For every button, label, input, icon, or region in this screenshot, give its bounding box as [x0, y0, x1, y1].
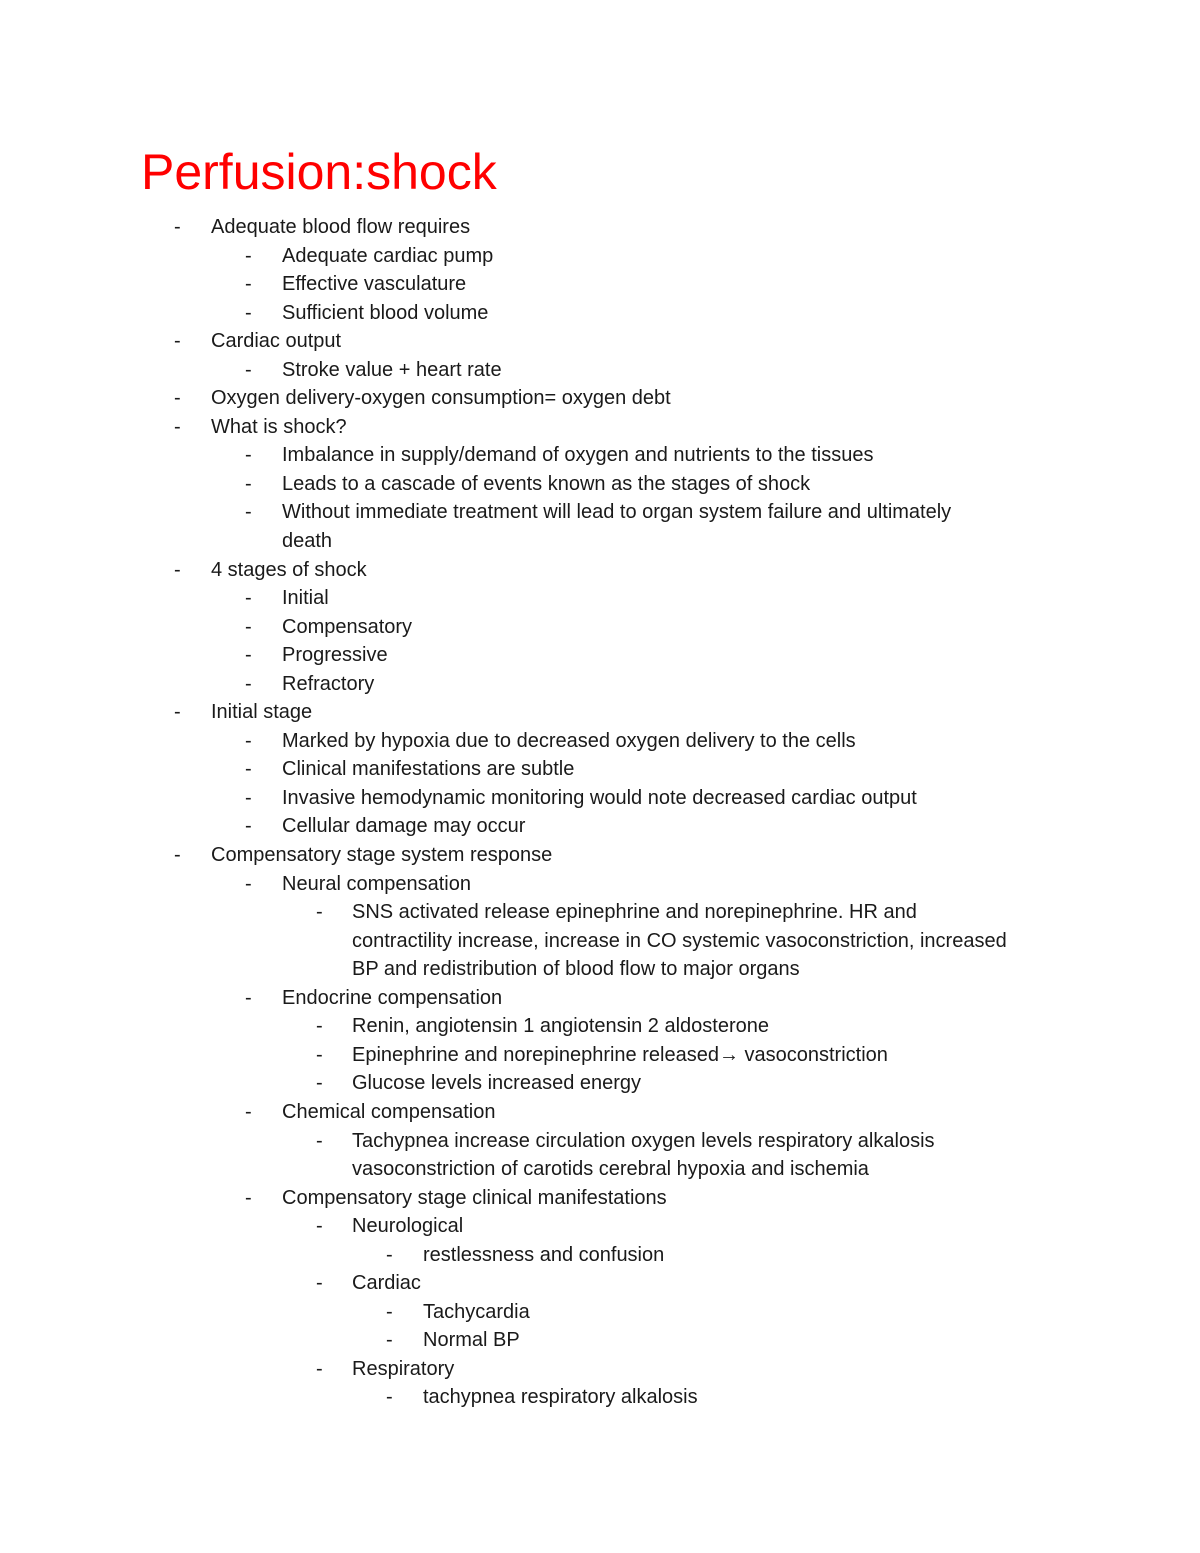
list-item [0, 584, 1200, 613]
list-item [0, 984, 1200, 1013]
bullet-dash: - [316, 901, 323, 924]
list-item-text: Oxygen delivery-oxygen consumption= oxygen debt [211, 387, 671, 410]
list-item-text: Initial stage [211, 701, 313, 724]
bullet-dash: - [245, 672, 252, 695]
list-item-continuation [0, 955, 1200, 984]
list-item [0, 870, 1200, 899]
bullet-dash: - [245, 301, 252, 324]
bullet-dash: - [245, 444, 252, 467]
list-item-text: Initial [282, 587, 329, 610]
list-item [0, 498, 1200, 527]
list-item-text: Cellular damage may occur [282, 815, 526, 838]
bullet-dash: - [386, 1243, 393, 1266]
bullet-dash: - [245, 244, 252, 267]
list-item [0, 641, 1200, 670]
bullet-dash: - [245, 786, 252, 809]
list-item-text: Without immediate treatment will lead to organ system failure and ultimately [282, 501, 952, 524]
bullet-dash: - [316, 1072, 323, 1095]
list-item [0, 327, 1200, 356]
list-item-text: Progressive [282, 644, 388, 667]
list-item-text: Compensatory stage clinical manifestations [282, 1186, 667, 1209]
list-item-text: Glucose levels increased energy [352, 1072, 642, 1095]
list-item-text: Cardiac output [211, 330, 342, 353]
bullet-dash: - [245, 501, 252, 524]
list-item-text: Imbalance in supply/demand of oxygen and nutrients to the tissues [282, 444, 874, 467]
list-item-text: What is shock? [211, 415, 347, 438]
list-item [0, 1326, 1200, 1355]
list-item [0, 613, 1200, 642]
bullet-dash: - [316, 1215, 323, 1238]
bullet-dash: - [245, 815, 252, 838]
bullet-dash: - [174, 216, 181, 238]
list-item [0, 413, 1200, 442]
list-item [0, 898, 1200, 927]
list-item-text: death [282, 530, 333, 553]
bullet-dash: - [174, 701, 181, 724]
bullet-dash: - [386, 1386, 393, 1409]
list-item-text: restlessness and confusion [423, 1243, 665, 1266]
list-item [0, 356, 1200, 385]
bullet-dash: - [245, 273, 252, 296]
bullet-dash: - [316, 1357, 323, 1380]
bullet-outline [0, 213, 1200, 1412]
list-item [0, 1355, 1200, 1384]
list-item-text: Leads to a cascade of events known as the stages of shock [282, 472, 811, 495]
list-item-text: Tachypnea increase circulation oxygen levels respiratory alkalosis [352, 1129, 935, 1152]
bullet-dash: - [316, 1015, 323, 1038]
list-item-continuation [0, 927, 1200, 956]
list-item-text: BP and redistribution of blood flow to major organs [352, 958, 800, 981]
bullet-dash: - [174, 387, 181, 410]
list-item [0, 1269, 1200, 1298]
list-item-text: 4 stages of shock [211, 558, 367, 581]
list-item [0, 727, 1200, 756]
list-item [0, 841, 1200, 870]
list-item-text: vasoconstriction of carotids cerebral hypoxia and ischemia [352, 1158, 869, 1181]
bullet-dash: - [316, 1272, 323, 1295]
bullet-dash: - [245, 587, 252, 610]
list-item [0, 1041, 1200, 1070]
bullet-dash: - [245, 1186, 252, 1209]
bullet-dash: - [245, 644, 252, 667]
list-item [0, 470, 1200, 499]
page-title: Perfusion:shock [141, 144, 497, 200]
bullet-dash: - [245, 1100, 252, 1123]
list-item-text: Effective vasculature [282, 273, 467, 296]
list-item [0, 384, 1200, 413]
list-item [0, 299, 1200, 328]
list-item [0, 556, 1200, 585]
bullet-dash: - [174, 844, 181, 867]
list-item-text: Epinephrine and norepinephrine released→ vasoconstriction [352, 1043, 888, 1066]
list-item-text: Endocrine compensation [282, 986, 503, 1009]
list-item-text: Chemical compensation [282, 1100, 496, 1123]
list-item-text: Refractory [282, 672, 375, 695]
list-item-text: Compensatory [282, 615, 413, 638]
bullet-dash: - [245, 986, 252, 1009]
bullet-dash: - [245, 615, 252, 638]
list-item-text: Clinical manifestations are subtle [282, 758, 575, 781]
list-item [0, 1069, 1200, 1098]
list-item [0, 698, 1200, 727]
list-item [0, 812, 1200, 841]
bullet-dash: - [245, 758, 252, 781]
list-item-text: Sufficient blood volume [282, 301, 489, 324]
list-item-text: Adequate blood flow requires [211, 216, 471, 238]
list-item-text: contractility increase, increase in CO systemic vasoconstriction, increased [352, 929, 1007, 952]
list-item-text: Neural compensation [282, 872, 471, 895]
list-item [0, 1383, 1200, 1412]
list-item-text: Compensatory stage system response [211, 844, 553, 867]
bullet-dash: - [316, 1043, 323, 1066]
list-item [0, 270, 1200, 299]
bullet-dash: - [245, 872, 252, 895]
list-item [0, 242, 1200, 271]
bullet-dash: - [245, 358, 252, 381]
list-item-continuation [0, 1155, 1200, 1184]
list-item-text: Respiratory [352, 1357, 455, 1380]
list-item [0, 1212, 1200, 1241]
bullet-dash: - [386, 1329, 393, 1352]
list-item-text: Renin, angiotensin 1 angiotensin 2 aldosterone [352, 1015, 769, 1038]
bullet-dash: - [316, 1129, 323, 1152]
bullet-dash: - [174, 330, 181, 353]
list-item [0, 1098, 1200, 1127]
list-item [0, 441, 1200, 470]
list-item [0, 1184, 1200, 1213]
list-item-text: Cardiac [352, 1272, 421, 1295]
bullet-dash: - [174, 558, 181, 581]
list-item [0, 1298, 1200, 1327]
list-item-text: Normal BP [423, 1329, 520, 1352]
list-item [0, 213, 1200, 242]
list-item-text: tachypnea respiratory alkalosis [423, 1386, 698, 1409]
list-item [0, 670, 1200, 699]
list-item-continuation [0, 527, 1200, 556]
list-item [0, 784, 1200, 813]
list-item-text: Adequate cardiac pump [282, 244, 494, 267]
list-item-text: Neurological [352, 1215, 464, 1238]
bullet-dash: - [245, 472, 252, 495]
list-item [0, 1012, 1200, 1041]
list-item [0, 1241, 1200, 1270]
bullet-dash: - [386, 1300, 393, 1323]
list-item [0, 1127, 1200, 1156]
bullet-dash: - [245, 729, 252, 752]
list-item-text: SNS activated release epinephrine and norepinephrine. HR and [352, 901, 917, 924]
list-item [0, 755, 1200, 784]
list-item-text: Stroke value + heart rate [282, 358, 502, 381]
list-item-text: Marked by hypoxia due to decreased oxygen delivery to the cells [282, 729, 856, 752]
bullet-dash: - [174, 415, 181, 438]
list-item-text: Invasive hemodynamic monitoring would note decreased cardiac output [282, 786, 917, 809]
list-item-text: Tachycardia [423, 1300, 530, 1323]
